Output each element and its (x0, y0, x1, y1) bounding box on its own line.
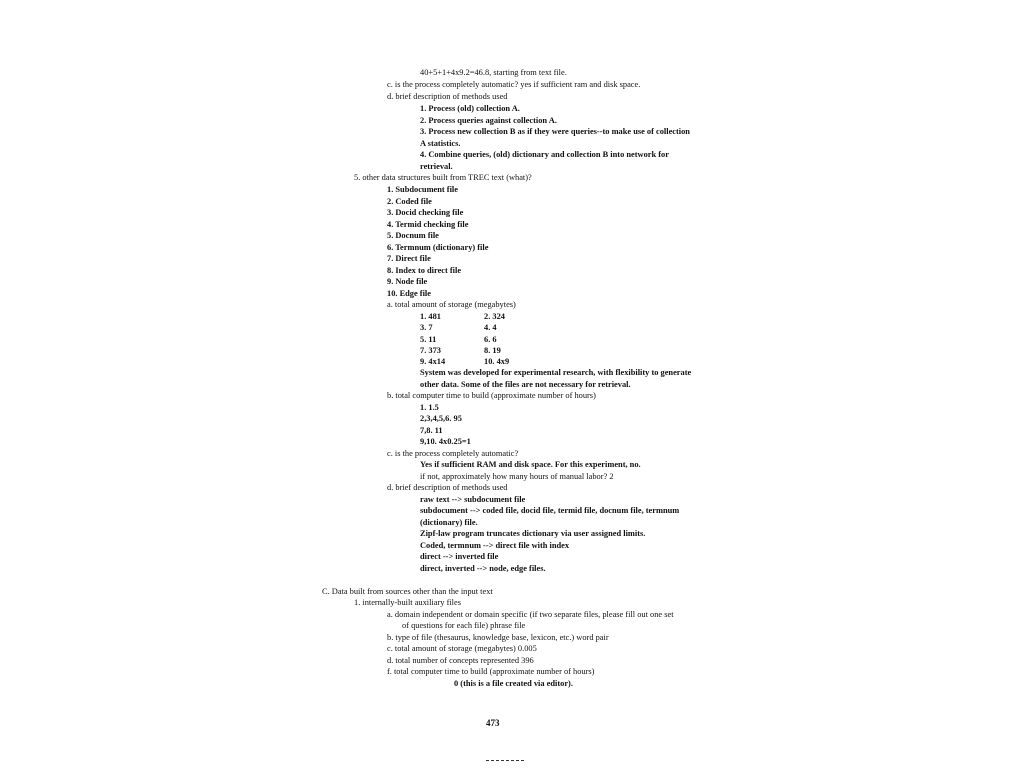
methods-heading: d. brief description of methods used (387, 92, 508, 101)
build-time-row: 1. 1.5 (420, 403, 439, 412)
aux-item: a. domain independent or domain specific (if two separate files, please fill out one set (387, 610, 674, 619)
build-time-heading: b. total computer time to build (approximate number of hours) (387, 391, 596, 400)
file-list-item: 10. Edge file (387, 289, 431, 298)
method-step: Zipf-law program truncates dictionary via user assigned limits. (420, 529, 646, 538)
automatic-question: c. is the process completely automatic? yes if sufficient ram and disk space. (387, 80, 641, 89)
page-number: 473 (486, 718, 500, 728)
method-step: retrieval. (420, 162, 453, 171)
file-list-item: 5. Docnum file (387, 231, 439, 240)
method-step: subdocument --> coded file, docid file, termid file, docnum file, termnum (420, 506, 680, 515)
aux-item: f. total computer time to build (approximate number of hours) (387, 667, 595, 676)
file-list-item: 3. Docid checking file (387, 208, 464, 217)
file-list-item: 8. Index to direct file (387, 266, 462, 275)
storage-cell: 2. 324 (484, 312, 505, 321)
method-step: direct, inverted --> node, edge files. (420, 564, 546, 573)
automatic-answer: if not, approximately how many hours of manual labor? 2 (420, 472, 614, 481)
storage-cell: 8. 19 (484, 346, 501, 355)
method-step: 2. Process queries against collection A. (420, 116, 557, 125)
aux-item: b. type of file (thesaurus, knowledge base, lexicon, etc.) word pair (387, 633, 609, 642)
section-c-heading: C. Data built from sources other than the input text (322, 587, 493, 596)
aux-item: c. total amount of storage (megabytes) 0.005 (387, 644, 537, 653)
formula-line: 40+5+1+4x9.2=46.8, starting from text file. (420, 68, 567, 77)
method-step: 1. Process (old) collection A. (420, 104, 520, 113)
methods-heading: d. brief description of methods used (387, 483, 508, 492)
aux-item: of questions for each file) phrase file (402, 621, 526, 630)
method-step: A statistics. (420, 139, 461, 148)
method-step: 3. Process new collection B as if they were queries--to make use of collection (420, 127, 690, 136)
storage-cell: 5. 11 (420, 335, 437, 344)
build-time-row: 2,3,4,5,6. 95 (420, 414, 462, 423)
method-step: direct --> inverted file (420, 552, 499, 561)
storage-cell: 10. 4x9 (484, 357, 510, 366)
subsection-heading: 1. internally-built auxiliary files (354, 598, 461, 607)
footer-rule (486, 760, 524, 761)
file-list-item: 4. Termid checking file (387, 220, 469, 229)
automatic-answer: Yes if sufficient RAM and disk space. For this experiment, no. (420, 460, 641, 469)
automatic-question: c. is the process completely automatic? (387, 449, 519, 458)
file-list-item: 6. Termnum (dictionary) file (387, 243, 489, 252)
aux-item: d. total number of concepts represented 396 (387, 656, 534, 665)
storage-cell: 9. 4x14 (420, 357, 446, 366)
storage-cell: 3. 7 (420, 323, 433, 332)
storage-cell: 6. 6 (484, 335, 497, 344)
system-note: other data. Some of the files are not necessary for retrieval. (420, 380, 631, 389)
file-list-item: 9. Node file (387, 277, 428, 286)
storage-cell: 4. 4 (484, 323, 497, 332)
method-step: Coded, termnum --> direct file with index (420, 541, 570, 550)
build-time-row: 7,8. 11 (420, 426, 443, 435)
storage-cell: 1. 481 (420, 312, 441, 321)
file-list-item: 1. Subdocument file (387, 185, 458, 194)
storage-cell: 7. 373 (420, 346, 441, 355)
system-note: System was developed for experimental research, with flexibility to generate (420, 368, 692, 377)
section-5-heading: 5. other data structures built from TREC text (what)? (354, 173, 532, 182)
aux-item: 0 (this is a file created via editor). (454, 679, 573, 688)
method-step: (dictionary) file. (420, 518, 478, 527)
build-time-row: 9,10. 4x0.25=1 (420, 437, 471, 446)
file-list-item: 2. Coded file (387, 197, 432, 206)
method-step: 4. Combine queries, (old) dictionary and collection B into network for (420, 150, 669, 159)
file-list-item: 7. Direct file (387, 254, 431, 263)
method-step: raw text --> subdocument file (420, 495, 526, 504)
storage-heading: a. total amount of storage (megabytes) (387, 300, 516, 309)
